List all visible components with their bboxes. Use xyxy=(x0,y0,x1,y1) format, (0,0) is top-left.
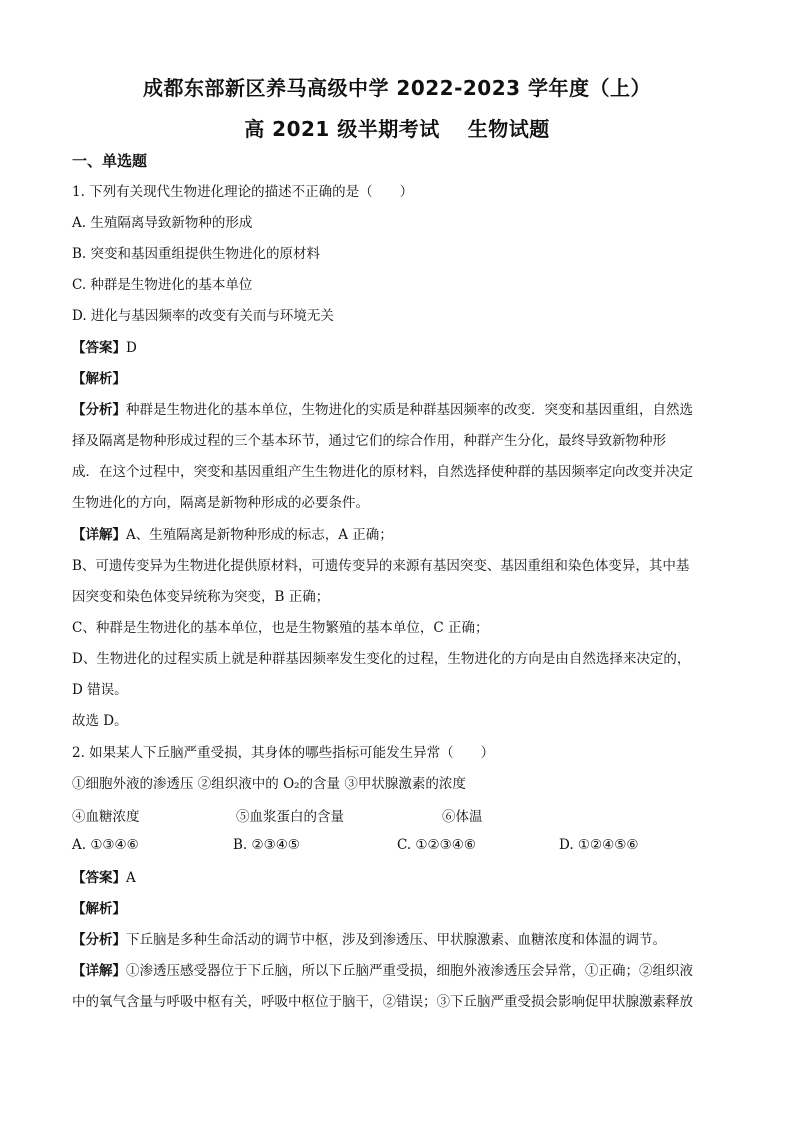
xiangjie-tag: 【详解】 xyxy=(72,527,126,543)
q1-xiangjie-line-6: D 错误。 xyxy=(72,682,128,698)
answer-tag: 【答案】 xyxy=(72,340,126,356)
exam-title-line2: 高 2021 级半期考试 生物试题 xyxy=(244,117,550,141)
q1-xiangjie-line-4: C、种群是生物进化的基本单位，也是生物繁殖的基本单位，C 正确； xyxy=(72,620,489,636)
q1-answer xyxy=(72,338,724,358)
q1-xiangjie-line-5: D、生物进化的过程实质上就是种群基因频率发生变化的过程，生物进化的方向是由自然选择来决定的， xyxy=(72,651,691,667)
q2-option-b: B. ②③④⑤ xyxy=(233,837,300,853)
q1-xiangjie-line-2: B、可遗传变异为生物进化提供原材料，可遗传变异的来源有基因突变、基因重组和染色体变异，其中基 xyxy=(72,558,690,574)
q1-xiangjie-line-1 xyxy=(72,525,724,545)
analysis-tag: 【解析】 xyxy=(72,901,126,917)
q1-option-a: A. 生殖隔离导致新物种的形成 xyxy=(72,215,253,231)
q2-item-5: ⑤血浆蛋白的含量 xyxy=(236,809,344,825)
q2-answer xyxy=(72,868,724,888)
q2-fenxi-line xyxy=(72,930,724,950)
answer-value: D xyxy=(126,340,137,356)
q2-xiangjie-line-2: 中的氧气含量与呼吸中枢有关，呼吸中枢位于脑干，②错误；③下丘脑严重受损会影响促甲状腺激素释放 xyxy=(72,994,693,1010)
xiangjie-text: ①渗透压感受器位于下丘脑，所以下丘脑严重受损，细胞外液渗透压会异常，①正确；②组织液 xyxy=(126,963,693,979)
q2-stem: 2. 如果某人下丘脑严重受损，其身体的哪些指标可能发生异常（ ） xyxy=(72,745,495,761)
section-heading: 一、单选题 xyxy=(72,152,148,170)
fenxi-text: 下丘脑是多种生命活动的调节中枢，涉及到渗透压、甲状腺激素、血糖浓度和体温的调节。 xyxy=(126,932,666,948)
q1-stem: 1. 下列有关现代生物进化理论的描述不正确的是（ ） xyxy=(72,184,414,200)
xiangjie-text: A、生殖隔离是新物种形成的标志，A 正确； xyxy=(126,527,393,543)
q1-fenxi-line-2: 择及隔离是物种形成过程的三个基本环节，通过它们的综合作用，种群产生分化，最终导致新物种形 xyxy=(72,433,666,449)
analysis-tag: 【解析】 xyxy=(72,371,126,387)
fenxi-text: 种群是生物进化的基本单位，生物进化的实质是种群基因频率的改变．突变和基因重组，自然选 xyxy=(126,402,693,418)
xiangjie-tag: 【详解】 xyxy=(72,963,126,979)
q2-option-d: D. ①②④⑤⑥ xyxy=(559,837,639,853)
q1-xiangjie-line-7: 故选 D。 xyxy=(72,713,128,729)
q1-analysis-heading xyxy=(72,369,724,389)
q1-fenxi-line-3: 成．在这个过程中，突变和基因重组产生生物进化的原材料，自然选择使种群的基因频率定向改变并决定 xyxy=(72,464,693,480)
q1-option-b: B. 突变和基因重组提供生物进化的原材料 xyxy=(72,246,321,262)
answer-tag: 【答案】 xyxy=(72,870,126,886)
q2-analysis-heading xyxy=(72,899,724,919)
q1-fenxi-line-4: 生物进化的方向，隔离是新物种形成的必要条件。 xyxy=(72,495,369,511)
q2-item-4: ④血糖浓度 xyxy=(72,809,140,825)
q2-xiangjie-line-1 xyxy=(72,961,724,981)
q1-fenxi-line-1 xyxy=(72,400,724,420)
q1-xiangjie-line-3: 因突变和染色体变异统称为突变，B 正确； xyxy=(72,589,330,605)
q2-option-a: A. ①③④⑥ xyxy=(72,837,139,853)
q2-items-row1: ①细胞外液的渗透压 ②组织液中的 O₂的含量 ③甲状腺激素的浓度 xyxy=(72,776,466,792)
q2-option-c: C. ①②③④⑥ xyxy=(397,837,476,853)
fenxi-tag: 【分析】 xyxy=(72,402,126,418)
q1-option-d: D. 进化与基因频率的改变有关而与环境无关 xyxy=(72,308,334,324)
fenxi-tag: 【分析】 xyxy=(72,932,126,948)
q2-item-6: ⑥体温 xyxy=(442,809,483,825)
exam-title-line1: 成都东部新区养马高级中学 2022-2023 学年度（上） xyxy=(142,76,652,100)
answer-value: A xyxy=(126,870,136,886)
q1-option-c: C. 种群是生物进化的基本单位 xyxy=(72,277,253,293)
